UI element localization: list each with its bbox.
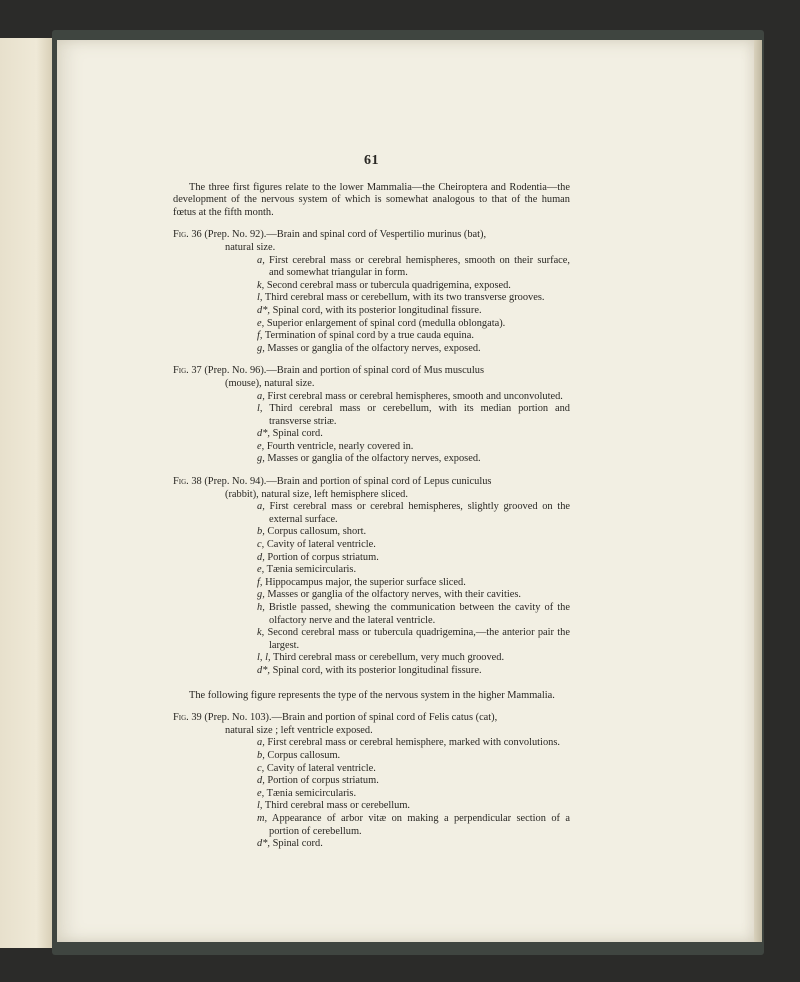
figure-key-item [173, 292, 570, 305]
figure-key-text: Corpus callosum. [264, 749, 341, 761]
figure-key-letter: g, [257, 589, 265, 601]
between-paragraph: The following figure represents the type of the nervous system in the higher Mammalia. [189, 689, 555, 701]
figure-entry [173, 476, 570, 678]
figure-key-letter: g, [257, 342, 265, 354]
figure-key-text: Cavity of lateral ventricle. [264, 762, 376, 774]
figure-key-item [173, 763, 570, 776]
figure-key-letter: a, [257, 501, 265, 513]
figure-entry [173, 712, 570, 851]
figure-key-text: Spinal cord, with its posterior longitudinal fissure. [270, 664, 482, 676]
page-fore-edge [754, 40, 762, 942]
figure-heading-rest: natural size. [225, 241, 276, 253]
figure-key-letter: f, [257, 330, 263, 342]
figure-key-text: Masses or ganglia of the olfactory nerves, exposed. [264, 453, 481, 465]
page-content [173, 155, 570, 851]
figure-key-item [173, 838, 570, 851]
figure-key-item [173, 441, 570, 454]
figure-key-text: First cerebral mass or cerebral hemispheres, smooth on their surface, and somewhat triangular in form. [264, 254, 570, 279]
figure-key-item [173, 577, 570, 590]
figure-key-list [173, 391, 570, 467]
figure-key-text: Spinal cord. [270, 428, 323, 440]
figure-heading-first: 37 (Prep. No. 96).—Brain and portion of spinal cord of Mus musculus [188, 365, 484, 377]
figure-key-text: First cerebral mass or cerebral hemisphere, marked with convolutions. [264, 737, 560, 749]
figure-heading-rest: natural size ; left ventricle exposed. [225, 724, 373, 736]
figure-key-text: Hippocampus major, the superior surface sliced. [262, 576, 466, 588]
figure-key-letter: a, [257, 390, 265, 402]
figure-key-text: First cerebral mass or cerebral hemispheres, smooth and unconvoluted. [264, 390, 563, 402]
figure-key-item [173, 652, 570, 665]
figure-entry [173, 229, 570, 355]
figure-entry [173, 365, 570, 466]
figure-key-text: Tænia semicircularis. [264, 787, 357, 799]
facing-page-edge [0, 38, 54, 948]
figure-heading [173, 229, 570, 254]
figure-key-letter: d*, [257, 304, 270, 316]
figure-key-list [173, 737, 570, 850]
intro-paragraph: The three first figures relate to the lower Mammalia—the Cheiroptera and Rodentia—the development of the nervous system of which is somewhat analogous to that of the human fœtus at the fifth month. [173, 181, 570, 218]
figure-label: Fig. [173, 365, 189, 377]
figure-key-text: Second cerebral mass or tubercula quadrigemina,—the anterior pair the largest. [264, 627, 570, 651]
figure-key-text: Masses or ganglia of the olfactory nerves, with their cavities. [264, 589, 522, 601]
figure-key-item [173, 539, 570, 552]
figure-key-letter: c, [257, 539, 265, 551]
figure-key-letter: a, [257, 254, 265, 266]
figure-key-item [173, 305, 570, 318]
figure-heading-rest: (mouse), natural size. [225, 377, 315, 389]
figure-key-item [173, 627, 570, 652]
figure-key-text: Portion of corpus striatum. [264, 775, 379, 787]
figure-key-item [173, 552, 570, 565]
figure-key-letter: d*, [257, 428, 270, 440]
figure-key-item [173, 813, 570, 838]
figure-key-letter: l, [257, 292, 263, 304]
figure-key-letter: k, [257, 279, 265, 291]
figure-key-text: Third cerebral mass or cerebellum, with its two transverse grooves. [262, 292, 545, 304]
figure-key-letter: l, l, [257, 652, 271, 664]
figure-key-item [173, 403, 570, 428]
figure-heading-first: 36 (Prep. No. 92).—Brain and spinal cord of Vespertilio murinus (bat), [188, 229, 487, 241]
figure-key-letter: b, [257, 749, 265, 761]
figure-key-letter: b, [257, 526, 265, 538]
figure-key-text: Appearance of arbor vitæ on making a perpendicular section of a portion of cerebellum. [267, 812, 570, 837]
figure-key-item [173, 788, 570, 801]
figure-key-item [173, 453, 570, 466]
figure-39 [173, 712, 570, 851]
figure-heading [173, 476, 570, 501]
figure-key-letter: m, [257, 812, 268, 824]
figure-key-text: Bristle passed, shewing the communication between the cavity of the olfactory nerve and the lateral ventricle. [264, 602, 570, 626]
figure-key-letter: d*, [257, 664, 270, 676]
figure-key-letter: e, [257, 564, 265, 576]
figure-key-item [173, 775, 570, 788]
figure-key-text: Third cerebral mass or cerebellum, with its median portion and transverse striæ. [262, 403, 570, 427]
figure-key-letter: d, [257, 551, 265, 563]
figure-heading-rest: (rabbit), natural size, left hemisphere sliced. [225, 488, 408, 500]
figure-key-item [173, 526, 570, 539]
figure-key-text: First cerebral mass or cerebral hemispheres, slightly grooved on the external surface. [264, 501, 570, 525]
figure-key-letter: k, [257, 627, 265, 639]
figure-label: Fig. [173, 229, 189, 241]
figure-key-text: Tænia semicircularis. [264, 564, 357, 576]
figure-key-letter: e, [257, 787, 265, 799]
figure-key-item [173, 737, 570, 750]
figure-key-item [173, 665, 570, 678]
figure-key-text: Masses or ganglia of the olfactory nerves, exposed. [264, 342, 481, 354]
figure-key-text: Portion of corpus striatum. [264, 551, 379, 563]
figure-key-text: Superior enlargement of spinal cord (medulla oblongata). [264, 317, 506, 329]
figure-key-item [173, 318, 570, 331]
figure-key-item [173, 501, 570, 526]
figure-key-list [173, 255, 570, 356]
figure-heading-first: 38 (Prep. No. 94).—Brain and portion of spinal cord of Lepus cuniculus [188, 476, 492, 488]
figure-key-item [173, 255, 570, 280]
figure-label: Fig. [173, 476, 189, 488]
figure-heading [173, 712, 570, 737]
figure-key-item [173, 750, 570, 763]
figure-key-item [173, 330, 570, 343]
figure-key-list [173, 501, 570, 677]
figure-key-letter: h, [257, 602, 265, 613]
figure-key-text: Cavity of lateral ventricle. [264, 539, 376, 551]
figure-key-text: Corpus callosum, short. [264, 526, 367, 538]
figure-key-letter: e, [257, 440, 265, 452]
figure-key-text: Fourth ventricle, nearly covered in. [264, 440, 414, 452]
figure-key-letter: e, [257, 317, 265, 329]
figure-key-item [173, 428, 570, 441]
figure-key-item [173, 280, 570, 293]
figure-key-letter: l, [257, 800, 263, 812]
figure-key-letter: d, [257, 775, 265, 787]
figure-key-text: Spinal cord. [270, 838, 323, 850]
figure-key-text: Third cerebral mass or cerebellum, very much grooved. [270, 652, 505, 664]
figure-key-item [173, 564, 570, 577]
figure-heading [173, 365, 570, 390]
figure-key-item [173, 589, 570, 602]
figure-key-letter: a, [257, 737, 265, 749]
figure-list [173, 229, 570, 677]
figure-key-text: Third cerebral mass or cerebellum. [262, 800, 411, 812]
figure-key-letter: d*, [257, 838, 270, 850]
figure-key-letter: l, [257, 403, 263, 415]
figure-key-letter: g, [257, 453, 265, 465]
figure-key-text: Spinal cord, with its posterior longitudinal fissure. [270, 304, 482, 316]
figure-key-letter: c, [257, 762, 265, 774]
figure-heading-first: 39 (Prep. No. 103).—Brain and portion of spinal cord of Felis catus (cat), [188, 712, 498, 724]
figure-key-item [173, 602, 570, 627]
figure-key-item [173, 391, 570, 404]
figure-label: Fig. [173, 712, 189, 724]
figure-key-item [173, 800, 570, 813]
page-number: 61 [364, 153, 379, 168]
figure-key-text: Termination of spinal cord by a true cauda equina. [262, 330, 474, 342]
figure-key-letter: f, [257, 576, 263, 588]
figure-key-item [173, 343, 570, 356]
figure-key-text: Second cerebral mass or tubercula quadrigemina, exposed. [264, 279, 511, 291]
